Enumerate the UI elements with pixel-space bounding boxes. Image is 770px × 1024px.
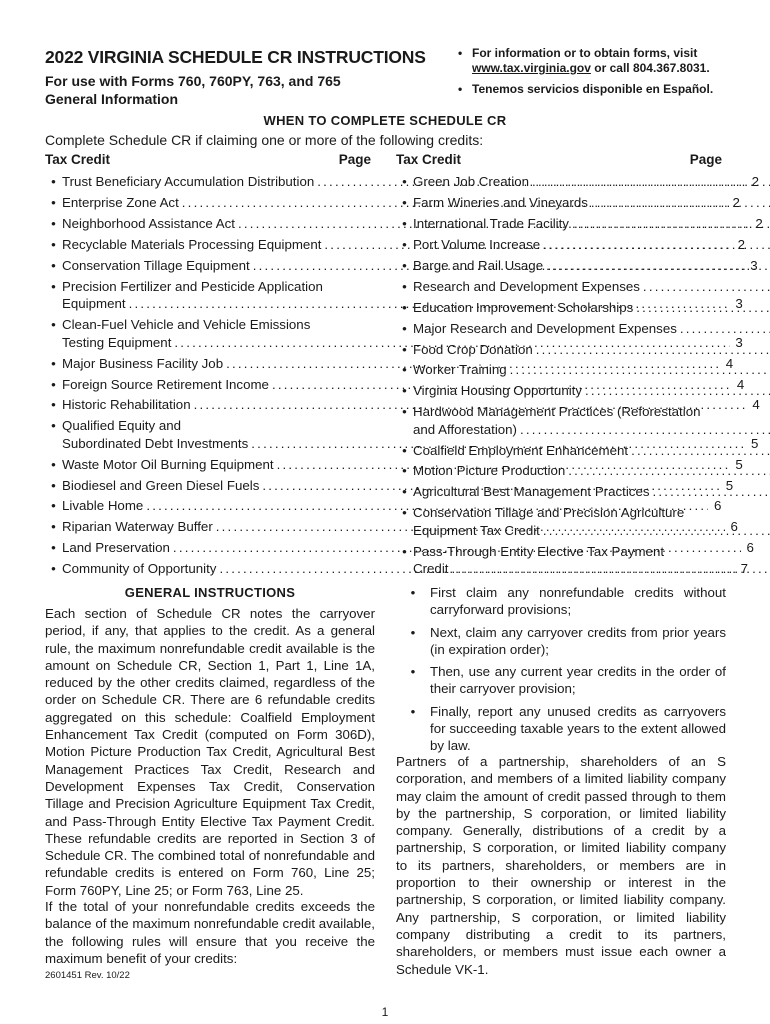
bullet-icon: • (51, 498, 56, 514)
rule-text: Next, claim any carryover credits from prior years (in expiration order); (430, 624, 726, 657)
credit-name: Waste Motor Oil Burning Equipment (62, 456, 274, 472)
form-revision-code: 2601451 Rev. 10/22 (45, 970, 130, 981)
credit-name: Research and Development Expenses (413, 278, 640, 294)
bullet-icon: • (410, 585, 416, 600)
contact-info-item (458, 46, 738, 76)
tax-credit-label: Tax Credit (396, 152, 462, 167)
credit-text (413, 403, 770, 438)
credit-list-right (396, 173, 722, 577)
credit-name: Barge and Rail Usage (413, 257, 544, 273)
bullet-icon: • (402, 362, 407, 378)
bullet-icon: • (402, 505, 407, 521)
bullet-icon: • (402, 383, 407, 399)
bullet-icon: • (51, 376, 56, 392)
credit-item (396, 278, 722, 296)
credit-text (413, 215, 770, 233)
rule-item (396, 624, 726, 659)
credit-name: Motion Picture Production (413, 463, 566, 479)
spanish-note-item (458, 82, 738, 97)
credit-name: Coalfield Employment Enhancement (413, 442, 629, 458)
credit-column-right (396, 152, 722, 578)
rule-text: Finally, report any unused credits as carryovers for succeeding taxable years to the extent allowed by law. (430, 703, 726, 754)
page-label: Page (689, 152, 722, 167)
dot-leader (636, 299, 770, 317)
dot-leader (520, 421, 770, 439)
dot-leader (591, 194, 770, 212)
credit-page: 4 (736, 376, 745, 392)
credit-name: Equipment (62, 296, 126, 312)
credit-item (396, 543, 722, 578)
credit-item (396, 236, 722, 254)
dot-leader (680, 320, 770, 338)
credit-name: and Afforestation) (413, 421, 517, 437)
credit-name-line (413, 278, 770, 296)
bullet-icon: • (402, 216, 407, 232)
rule-text: First claim any nonrefundable credits without carryforward provisions; (430, 585, 726, 618)
credit-name-line (413, 382, 770, 400)
credit-text (413, 382, 770, 400)
credit-column-header (396, 152, 722, 170)
credit-item (396, 215, 722, 233)
credit-name-line (413, 462, 770, 480)
bullet-icon: • (402, 257, 407, 273)
credit-name-line (413, 320, 770, 338)
credit-name-line (413, 215, 770, 233)
dot-leader (532, 173, 770, 191)
bullet-icon: • (51, 456, 56, 472)
bullet-icon: • (51, 397, 56, 413)
dot-leader (510, 361, 770, 379)
dot-leader (653, 483, 770, 501)
credit-name-line (413, 257, 770, 275)
partners-paragraph: Partners of a partnership, shareholders of an S corporation, and members of a limited liability company may claim the amount of credit passed through to them by the partnership, S corporation, or limited liability company. Generally, distributions of a credit by a partnership, S corporation, or limited liability company to its partners, shareholders, or members are in proportion to their ownership or interest in the partnership, S corporation, or limited liability company. Any partnership, S corporation, or limited liability company distributing a credit to its partners, shareholders, or members must issue each owner a Schedule VK-1. (396, 754, 726, 977)
dot-leader (536, 341, 770, 359)
credit-name: Historic Rehabilitation (62, 397, 191, 413)
credit-name: Virginia Housing Opportunity (413, 383, 583, 399)
credit-item (396, 462, 722, 480)
credit-name: Pass-Through Entity Elective Tax Payment (413, 543, 665, 559)
credit-item (396, 299, 722, 317)
bullet-icon: • (402, 543, 407, 559)
page-number: 1 (381, 1005, 389, 1019)
credit-name: Recyclable Materials Processing Equipment (62, 237, 322, 253)
bullet-icon: • (402, 299, 407, 315)
bullet-icon: • (51, 355, 56, 371)
bullet-icon: • (402, 463, 407, 479)
credit-name: Food Crop Donation (413, 341, 533, 357)
credit-page: 2 (732, 195, 740, 211)
bullet-icon: • (51, 195, 56, 211)
credit-name: International Trade Facility (413, 216, 569, 232)
dot-leader (546, 257, 770, 275)
credit-page: 2 (737, 237, 746, 253)
bullet-icon: • (51, 257, 56, 273)
credit-name: Conservation Tillage Equipment (62, 257, 250, 273)
credit-name: Neighborhood Assistance Act (62, 216, 235, 232)
bullet-icon: • (402, 484, 407, 500)
credit-text (413, 442, 770, 460)
credit-page: 5 (750, 435, 759, 451)
credit-name-line (413, 522, 770, 540)
credit-name: Foreign Source Retirement Income (62, 376, 269, 392)
dot-leader (631, 442, 770, 460)
credit-name: Land Preservation (62, 540, 170, 556)
when-to-complete-intro: Complete Schedule CR if claiming one or more of the following credits: (45, 132, 484, 148)
credit-page: 2 (751, 174, 760, 190)
dot-leader (543, 236, 770, 254)
credit-page: 6 (746, 540, 754, 556)
when-to-complete-heading: WHEN TO COMPLETE SCHEDULE CR (263, 113, 507, 128)
credit-text (413, 320, 770, 338)
bullet-icon: • (402, 320, 407, 336)
bullet-icon: • (458, 82, 463, 96)
credit-name: Testing Equipment (62, 334, 172, 350)
credit-name: Community of Opportunity (62, 561, 217, 577)
general-information-subtitle: General Information (45, 91, 179, 107)
credit-name: Subordinated Debt Investments (62, 435, 249, 451)
credit-name: Biodiesel and Green Diesel Fuels (62, 477, 260, 493)
rule-item (396, 663, 726, 698)
bullet-icon: • (410, 624, 416, 640)
bullet-icon: • (51, 317, 56, 333)
general-instructions-heading: GENERAL INSTRUCTIONS (124, 585, 296, 600)
bullet-icon: • (410, 703, 416, 719)
credit-text (413, 361, 770, 379)
credit-name: Livable Home (62, 498, 144, 514)
bullet-icon: • (51, 477, 56, 493)
dot-leader (643, 278, 770, 296)
credit-name: Major Research and Development Expenses (413, 320, 677, 336)
tax-website-link[interactable]: www.tax.virginia.gov (472, 61, 591, 75)
credit-name-line (413, 173, 770, 191)
bullet-icon: • (51, 540, 56, 556)
credit-name-line (413, 543, 770, 561)
credit-name: Education Improvement Scholarships (413, 299, 634, 315)
credit-item (396, 361, 722, 379)
credit-text (413, 278, 770, 296)
credit-name: Enterprise Zone Act (62, 195, 179, 211)
credit-item (396, 320, 722, 338)
credit-name: Conservation Tillage and Precision Agriculture (413, 505, 685, 521)
credit-page: 3 (750, 257, 758, 273)
credit-page: 5 (735, 456, 743, 472)
dot-leader (572, 215, 770, 233)
credit-text (413, 236, 770, 254)
credit-name: Credit (413, 561, 449, 577)
credit-page: 6 (730, 519, 738, 535)
credit-name: Clean-Fuel Vehicle and Vehicle Emissions (62, 317, 311, 333)
credit-name: Precision Fertilizer and Pesticide Application (62, 278, 323, 294)
credit-page: 3 (735, 334, 743, 350)
bullet-icon: • (410, 664, 416, 680)
credit-name-line (413, 236, 770, 254)
credit-page: 7 (740, 561, 748, 577)
nonrefundable-rules-intro: If the total of your nonrefundable credits exceeds the balance of the maximum nonrefundable credit available, the following rules will ensure that you receive the maximum benefit of your credits: (45, 899, 375, 966)
credit-name: Trust Beneficiary Accumulation Distribution (62, 174, 315, 190)
credit-column-header (45, 152, 371, 170)
dot-leader (568, 462, 770, 480)
bullet-icon: • (402, 237, 407, 253)
forms-subtitle: For use with Forms 760, 760PY, 763, and 765 (45, 73, 341, 89)
credit-name: Worker Training (413, 362, 507, 378)
credit-name: Farm Wineries and Vineyards (413, 195, 588, 211)
credit-page: 3 (735, 296, 743, 312)
bullet-icon: • (51, 278, 56, 294)
credit-name: Qualified Equity and (62, 418, 182, 434)
credit-item (396, 403, 722, 438)
page-label: Page (338, 152, 371, 167)
bullet-icon: • (402, 278, 407, 294)
credit-item (396, 173, 722, 191)
bullet-icon: • (402, 195, 407, 211)
credit-name-line (413, 361, 770, 379)
credit-page: 4 (725, 355, 734, 371)
credit-item (396, 194, 722, 212)
phone-info: or call 804.367.8031. (590, 61, 710, 75)
general-instructions-paragraph: Each section of Schedule CR notes the carryover period, if any, that applies to the credit. As a general rule, the maximum nonrefundable credit available is the amount on Schedule CR, Section 1, Part 1, Line 1A, reduced by the other credits claimed, regardless of the order on Schedule CR. There are 6 refundable credits aggregated on this schedule: Coalfield Employment Enhancement Tax Credit (computed on Form 306D), Motion Picture Production Tax Credit, Agricultural Best Management Practices Tax Credit, Research and Development Expenses Tax Credit, Conservation Tillage and Precision Agriculture Equipment Tax Credit, and Pass-Through Entity Elective Tax Payment Credit. These refundable credits are reported in Section 3 of Schedule CR. The combined total of nonrefundable and refundable credits is entered on Form 760, Line 25; Form 760PY, Line 25; or Form 763, Line 25. (45, 606, 375, 898)
credit-name-line (413, 442, 770, 460)
credit-name-line (413, 421, 770, 439)
spanish-note: Tenemos servicios disponible en Español. (472, 82, 714, 96)
bullet-icon: • (51, 174, 56, 190)
credit-item (396, 483, 722, 501)
document-title: 2022 VIRGINIA SCHEDULE CR INSTRUCTIONS (45, 47, 426, 67)
credit-item (396, 382, 722, 400)
credit-name-line (413, 299, 770, 317)
credit-name-line (413, 483, 770, 501)
credit-name: Green Job Creation (413, 174, 530, 190)
credit-page: 4 (752, 397, 760, 413)
bullet-icon: • (402, 174, 407, 190)
bullet-icon: • (402, 341, 407, 357)
credit-item (396, 341, 722, 359)
credit-text (413, 173, 770, 191)
credit-text (413, 543, 770, 578)
rule-text: Then, use any current year credits in the order of their carryover provision; (430, 664, 726, 697)
credit-page: 6 (713, 498, 722, 514)
contact-info (458, 46, 738, 97)
credit-text (413, 462, 770, 480)
credit-name: Major Business Facility Job (62, 355, 224, 371)
bullet-icon: • (402, 404, 407, 420)
credit-text (413, 194, 770, 212)
credit-name: Riparian Waterway Buffer (62, 519, 213, 535)
credit-name-line (413, 341, 770, 359)
credit-text (413, 299, 770, 317)
credit-name-line (413, 560, 770, 578)
credit-name: Agricultural Best Management Practices (413, 484, 650, 500)
credit-name: Port Volume Increase (413, 237, 541, 253)
credit-text (413, 341, 770, 359)
credit-text (413, 483, 770, 501)
bullet-icon: • (458, 46, 463, 60)
contact-info-text (472, 46, 738, 76)
bullet-icon: • (51, 519, 56, 535)
bullet-icon: • (51, 216, 56, 232)
credit-name-line (413, 504, 770, 522)
credit-text (413, 257, 770, 275)
credit-item (396, 504, 722, 539)
dot-leader (585, 382, 770, 400)
bullet-icon: • (51, 237, 56, 253)
rule-item (396, 584, 726, 619)
credit-item (396, 442, 722, 460)
credit-name-line (413, 403, 770, 421)
header-block (45, 46, 445, 108)
rule-item (396, 703, 726, 755)
dot-leader (451, 560, 770, 578)
bullet-icon: • (402, 442, 407, 458)
credit-item (396, 257, 722, 275)
credit-page: 5 (725, 477, 734, 493)
credit-name: Hardwood Management Practices (Reforestation (413, 404, 701, 420)
info-prefix: For information or to obtain forms, visit (472, 46, 698, 60)
credit-name-line (413, 194, 770, 212)
credit-name: Equipment Tax Credit (413, 522, 540, 538)
dot-leader (543, 522, 770, 540)
credit-page: 2 (755, 216, 763, 232)
tax-credit-label: Tax Credit (45, 152, 111, 167)
credit-order-rules (396, 584, 726, 760)
bullet-icon: • (51, 561, 56, 577)
credit-text (413, 504, 770, 539)
bullet-icon: • (51, 418, 56, 434)
